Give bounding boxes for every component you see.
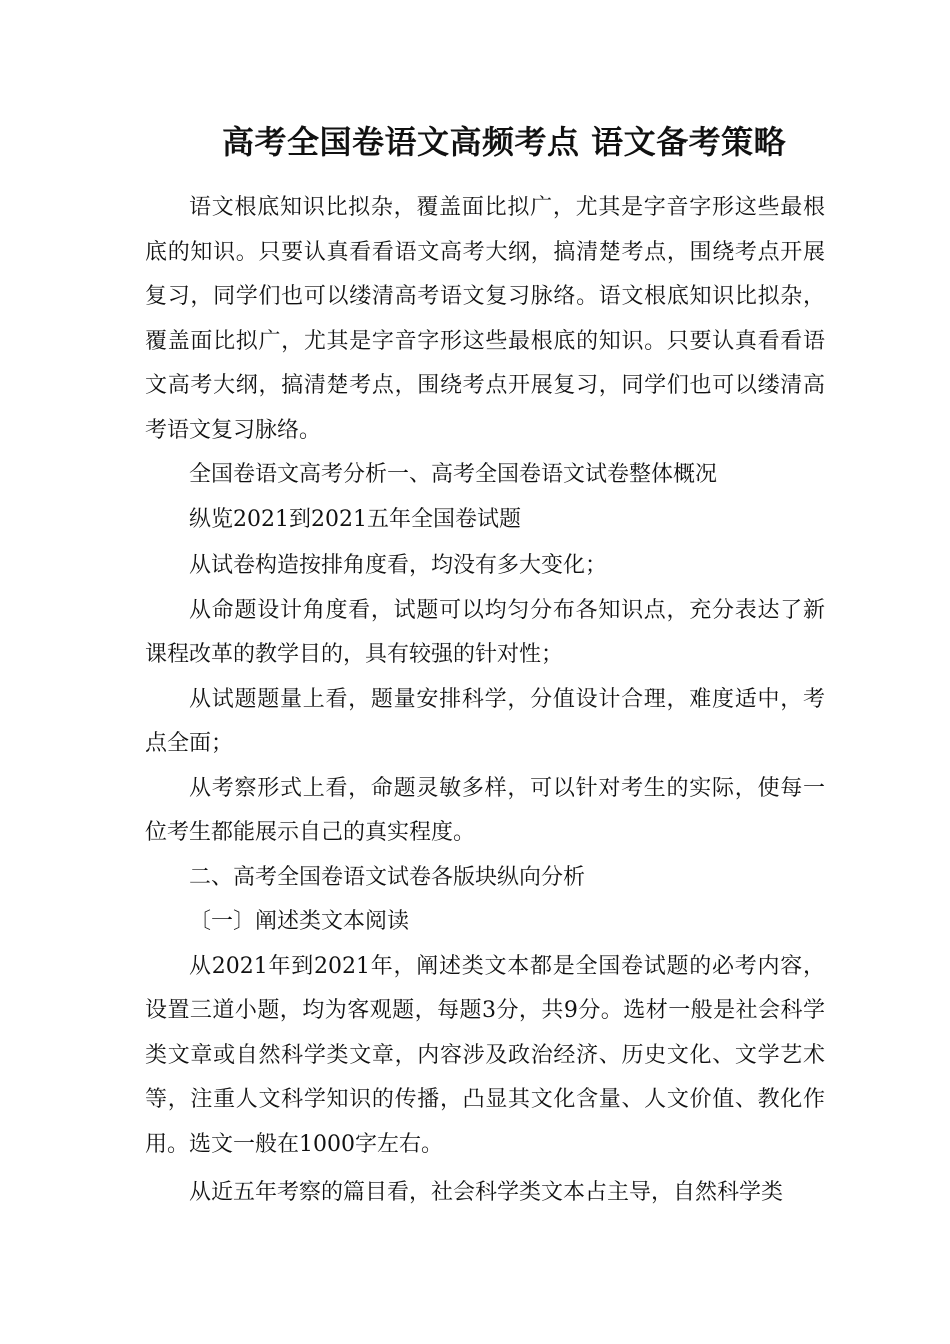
- paragraph-overview: 纵览2021到2021五年全国卷试题: [189, 506, 521, 532]
- document-body: [145, 186, 825, 1216]
- paragraph-section-two-heading: 二、高考全国卷语文试卷各版块纵向分析: [189, 864, 586, 890]
- paragraph-section-one-heading: 全国卷语文高考分析一、高考全国卷语文试卷整体概况: [189, 462, 718, 487]
- paragraph-design: 从命题设计角度看，试题可以均匀分布各知识点，充分表达了新课程改革的教学目的，具有较强的针对性；: [145, 597, 825, 667]
- paragraph-recent-years: 从近五年考察的篇目看，社会科学类文本占主导，自然科学类: [189, 1180, 784, 1205]
- paragraph-argumentative-text: 从2021年到2021年，阐述类文本都是全国卷试题的必考内容，设置三道小题，均为客观题，每题3分，共9分。选材一般是社会科学类文章或自然科学类文章，内容涉及政治经济、历史文化、文学艺术等，注重人文科学知识的传播，凸显其文化含量、人文价值、教化作用。选文一般在1000字左右。: [145, 953, 825, 1157]
- paragraph-intro: 语文根底知识比拟杂，覆盖面比拟广，尤其是字音字形这些最根底的知识。只要认真看看语文高考大纲，搞清楚考点，围绕考点开展复习，同学们也可以缕清高考语文复习脉络。语文根底知识比拟杂，覆盖面比拟广，尤其是字音字形这些最根底的知识。只要认真看看语文高考大纲，搞清楚考点，围绕考点开展复习，同学们也可以缕清高考语文复习脉络。: [145, 195, 825, 443]
- document-title: 高考全国卷语文高频考点 语文备考策略: [222, 123, 787, 161]
- paragraph-subsection-heading: 〔一〕阐述类文本阅读: [189, 909, 410, 934]
- paragraph-quantity: 从试题题量上看，题量安排科学，分值设计合理，难度适中，考点全面；: [145, 686, 825, 756]
- paragraph-form: 从考察形式上看，命题灵敏多样，可以针对考生的实际，使每一位考生都能展示自己的真实程度。: [145, 775, 825, 845]
- paragraph-structure: 从试卷构造按排角度看，均没有多大变化；: [189, 553, 608, 578]
